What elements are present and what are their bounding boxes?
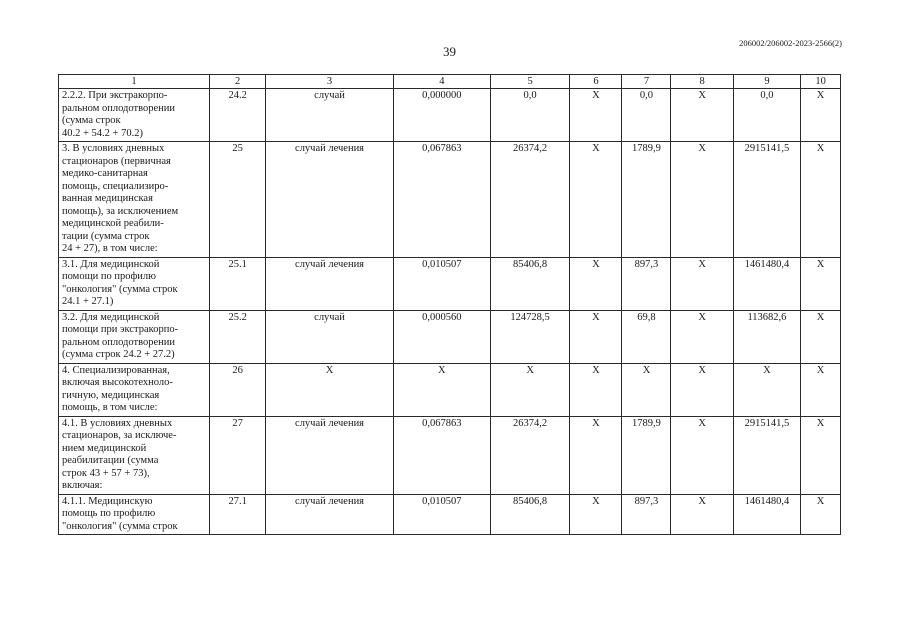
row-code-cell: 24.2 bbox=[210, 89, 266, 142]
col10-cell: X bbox=[801, 310, 841, 363]
col6-cell: X bbox=[570, 89, 622, 142]
unit-cell: X bbox=[266, 363, 394, 416]
data-table bbox=[58, 74, 841, 535]
col9-cell: 2915141,5 bbox=[733, 142, 800, 258]
col7-cell: 897,3 bbox=[622, 494, 671, 535]
norm-cell: 0,010507 bbox=[393, 257, 490, 310]
cost-cell: X bbox=[490, 363, 570, 416]
row-name-cell: 3. В условиях дневных стационаров (первичная медико-санитарная помощь, специализиро- ванная медицинская помощь), за исключением медицинской реабили- тации (сумма строк 24 + 27), в том числе: bbox=[59, 142, 210, 258]
unit-cell: случай лечения bbox=[266, 257, 394, 310]
col10-cell: X bbox=[801, 363, 841, 416]
column-header: 8 bbox=[671, 75, 733, 89]
row-name-cell: 4.1.1. Медицинскую помощь по профилю "онкология" (сумма строк bbox=[59, 494, 210, 535]
unit-cell: случай лечения bbox=[266, 494, 394, 535]
norm-cell: 0,067863 bbox=[393, 142, 490, 258]
col7-cell: 1789,9 bbox=[622, 142, 671, 258]
col7-cell: X bbox=[622, 363, 671, 416]
col6-cell: X bbox=[570, 494, 622, 535]
col8-cell: X bbox=[671, 494, 733, 535]
col9-cell: 0,0 bbox=[733, 89, 800, 142]
unit-cell: случай bbox=[266, 310, 394, 363]
cost-cell: 0,0 bbox=[490, 89, 570, 142]
row-code-cell: 27 bbox=[210, 416, 266, 494]
col7-cell: 897,3 bbox=[622, 257, 671, 310]
table-row bbox=[59, 494, 841, 535]
row-code-cell: 26 bbox=[210, 363, 266, 416]
row-name-cell: 3.1. Для медицинской помощи по профилю "онкология" (сумма строк 24.1 + 27.1) bbox=[59, 257, 210, 310]
col8-cell: X bbox=[671, 363, 733, 416]
col9-cell: 1461480,4 bbox=[733, 257, 800, 310]
norm-cell: 0,000560 bbox=[393, 310, 490, 363]
column-header: 1 bbox=[59, 75, 210, 89]
unit-cell: случай лечения bbox=[266, 142, 394, 258]
row-code-cell: 25 bbox=[210, 142, 266, 258]
norm-cell: X bbox=[393, 363, 490, 416]
norm-cell: 0,067863 bbox=[393, 416, 490, 494]
row-name-cell: 3.2. Для медицинской помощи при экстракорпо- ральном оплодотворении (сумма строк 24.2 + 27.2) bbox=[59, 310, 210, 363]
page-number: 39 bbox=[443, 44, 456, 59]
table-row bbox=[59, 257, 841, 310]
col8-cell: X bbox=[671, 310, 733, 363]
row-name-cell: 2.2.2. При экстракорпо- ральном оплодотворении (сумма строк 40.2 + 54.2 + 70.2) bbox=[59, 89, 210, 142]
column-header: 4 bbox=[393, 75, 490, 89]
row-code-cell: 27.1 bbox=[210, 494, 266, 535]
col6-cell: X bbox=[570, 416, 622, 494]
row-code-cell: 25.1 bbox=[210, 257, 266, 310]
unit-cell: случай bbox=[266, 89, 394, 142]
col9-cell: 2915141,5 bbox=[733, 416, 800, 494]
col7-cell: 69,8 bbox=[622, 310, 671, 363]
col10-cell: X bbox=[801, 416, 841, 494]
col8-cell: X bbox=[671, 89, 733, 142]
unit-cell: случай лечения bbox=[266, 416, 394, 494]
cost-cell: 124728,5 bbox=[490, 310, 570, 363]
column-header: 10 bbox=[801, 75, 841, 89]
table-row bbox=[59, 363, 841, 416]
col6-cell: X bbox=[570, 257, 622, 310]
column-header: 3 bbox=[266, 75, 394, 89]
col6-cell: X bbox=[570, 310, 622, 363]
col6-cell: X bbox=[570, 363, 622, 416]
column-header: 2 bbox=[210, 75, 266, 89]
document-code: 206002/206002-2023-2566(2) bbox=[739, 38, 842, 48]
col10-cell: X bbox=[801, 89, 841, 142]
column-header: 6 bbox=[570, 75, 622, 89]
col10-cell: X bbox=[801, 142, 841, 258]
cost-cell: 26374,2 bbox=[490, 142, 570, 258]
norm-cell: 0,000000 bbox=[393, 89, 490, 142]
cost-cell: 85406,8 bbox=[490, 257, 570, 310]
column-header: 5 bbox=[490, 75, 570, 89]
col9-cell: 113682,6 bbox=[733, 310, 800, 363]
row-code-cell: 25.2 bbox=[210, 310, 266, 363]
col8-cell: X bbox=[671, 142, 733, 258]
header-row bbox=[59, 75, 841, 89]
col8-cell: X bbox=[671, 416, 733, 494]
cost-cell: 85406,8 bbox=[490, 494, 570, 535]
col10-cell: X bbox=[801, 257, 841, 310]
col9-cell: 1461480,4 bbox=[733, 494, 800, 535]
col8-cell: X bbox=[671, 257, 733, 310]
col7-cell: 1789,9 bbox=[622, 416, 671, 494]
col7-cell: 0,0 bbox=[622, 89, 671, 142]
table-row bbox=[59, 416, 841, 494]
table-row bbox=[59, 89, 841, 142]
row-name-cell: 4.1. В условиях дневных стационаров, за исключе- нием медицинской реабилитации (сумма строк 43 + 57 + 73), включая: bbox=[59, 416, 210, 494]
norm-cell: 0,010507 bbox=[393, 494, 490, 535]
table-row bbox=[59, 142, 841, 258]
table-row bbox=[59, 310, 841, 363]
col10-cell: X bbox=[801, 494, 841, 535]
row-name-cell: 4. Специализированная, включая высокотехноло- гичную, медицинская помощь, в том числе: bbox=[59, 363, 210, 416]
column-header: 7 bbox=[622, 75, 671, 89]
cost-cell: 26374,2 bbox=[490, 416, 570, 494]
col9-cell: X bbox=[733, 363, 800, 416]
col6-cell: X bbox=[570, 142, 622, 258]
column-header: 9 bbox=[733, 75, 800, 89]
